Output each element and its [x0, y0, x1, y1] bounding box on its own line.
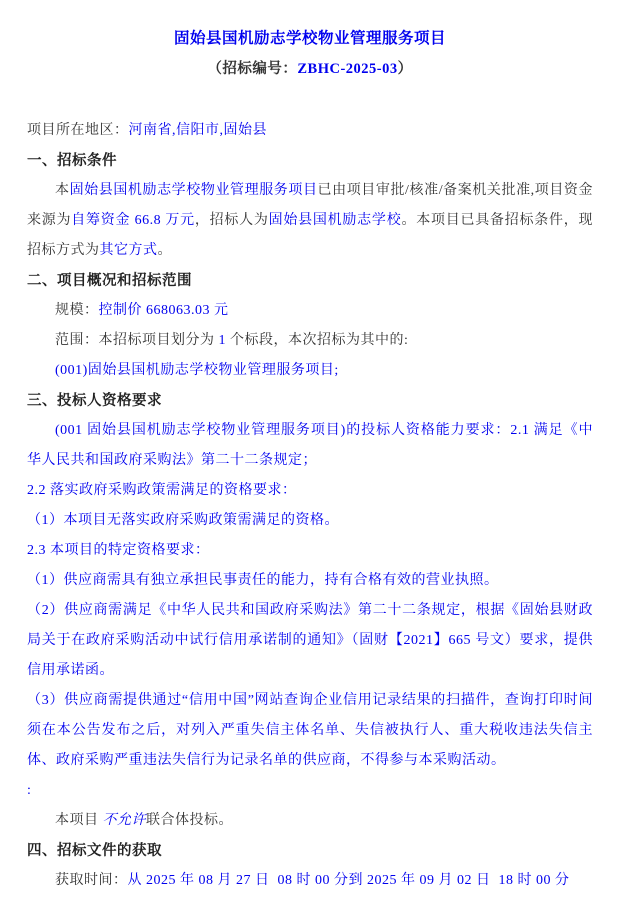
- qualification-requirement-2-3-item-2: （2）供应商需满足《中华人民共和国政府采购法》第二十二条规定，根据《固始县财政局关于在政府采购活动中试行信用承诺制的通知》（固财【2021】665 号文）要求，提供信用承诺函。: [27, 603, 593, 678]
- tender-method-value: 其它方式: [99, 243, 158, 258]
- tender-number-close-paren: ）: [397, 61, 413, 77]
- text-run: 。本项目已具备招标条件，现招标方式为: [27, 213, 594, 258]
- text-run: ，招标人为: [194, 213, 269, 228]
- scope-label: 范围：: [55, 333, 99, 348]
- not-allowed-value: 不允许: [102, 813, 146, 828]
- tender-number-value: ZBHC-2025-03: [297, 61, 398, 77]
- tender-number-label: （招标编号：: [207, 61, 298, 77]
- scale-line: [27, 296, 593, 326]
- joint-venture-line: [27, 806, 593, 836]
- text-run: 本项目: [55, 813, 103, 828]
- section-1-paragraph: [27, 176, 593, 266]
- scale-label: 规模：: [55, 303, 99, 318]
- tender-number-line: [27, 54, 593, 84]
- text-run: 个标段，本次招标为其中的:: [226, 333, 409, 348]
- lot-count-value: 1: [218, 333, 226, 348]
- control-price-value: 控制价 668063.03 元: [98, 303, 229, 318]
- project-location-value: 河南省,信阳市,固始县: [128, 123, 267, 138]
- qualification-requirement-2-1: (001 固始县国机励志学校物业管理服务项目)的投标人资格能力要求：2.1 满足《中华人民共和国政府采购法》第二十二条规定；: [27, 423, 593, 468]
- page-title: 固始县国机励志学校物业管理服务项目: [173, 30, 446, 47]
- text-run: 联合体投标。: [146, 813, 233, 828]
- funding-source-value: 自筹资金 66.8 万元: [71, 213, 195, 228]
- project-name-link[interactable]: 固始县国机励志学校物业管理服务项目: [69, 183, 318, 198]
- section-3-heading: 三、投标人资格要求: [27, 393, 162, 409]
- section-2-heading: 二、项目概况和招标范围: [27, 273, 192, 289]
- text-run: 。: [157, 243, 172, 258]
- qualification-requirement-2-2: 2.2 落实政府采购政策需满足的资格要求：: [27, 483, 297, 498]
- text-run: 本招标项目划分为: [98, 333, 219, 348]
- qualification-requirement-2-3-item-3: （3）供应商需提供通过“信用中国”网站查询企业信用记录结果的扫描件，查询打印时间须在本公告发布之后，对列入严重失信主体名单、失信被执行人、重大税收违法失信主体、政府采购严重违法失信行为记录名单的供应商，不得参与本采购活动。: [27, 693, 593, 768]
- project-location-line: [27, 116, 593, 146]
- project-location-label: 项目所在地区：: [27, 123, 129, 138]
- lot-001-line: (001)固始县国机励志学校物业管理服务项目;: [55, 363, 339, 378]
- qualification-requirement-2-2-item-1: （1）本项目无落实政府采购政策需满足的资格。: [27, 513, 339, 528]
- text-run: 已由项目审批/核准/备案机关批准,项目资金来源为: [27, 183, 594, 228]
- obtain-time-label: 获取时间：: [55, 873, 128, 888]
- obtain-time-value: 从 2025 年 08 月 27 日 08 时 00 分到 2025 年 09 月 02 日 18 时 00 分: [127, 873, 570, 888]
- qualification-requirement-2-3: 2.3 本项目的特定资格要求：: [27, 543, 210, 558]
- section-1-heading: 一、招标条件: [27, 153, 117, 169]
- stray-colon-line: :: [27, 783, 32, 798]
- text-run: 本: [55, 183, 70, 198]
- document-obtain-time-line: [27, 866, 593, 896]
- tenderer-name-value: 固始县国机励志学校: [268, 213, 402, 228]
- scope-line: [27, 326, 593, 356]
- section-4-heading: 四、招标文件的获取: [27, 843, 162, 859]
- qualification-requirement-2-3-item-1: （1）供应商需具有独立承担民事责任的能力，持有合格有效的营业执照。: [27, 573, 499, 588]
